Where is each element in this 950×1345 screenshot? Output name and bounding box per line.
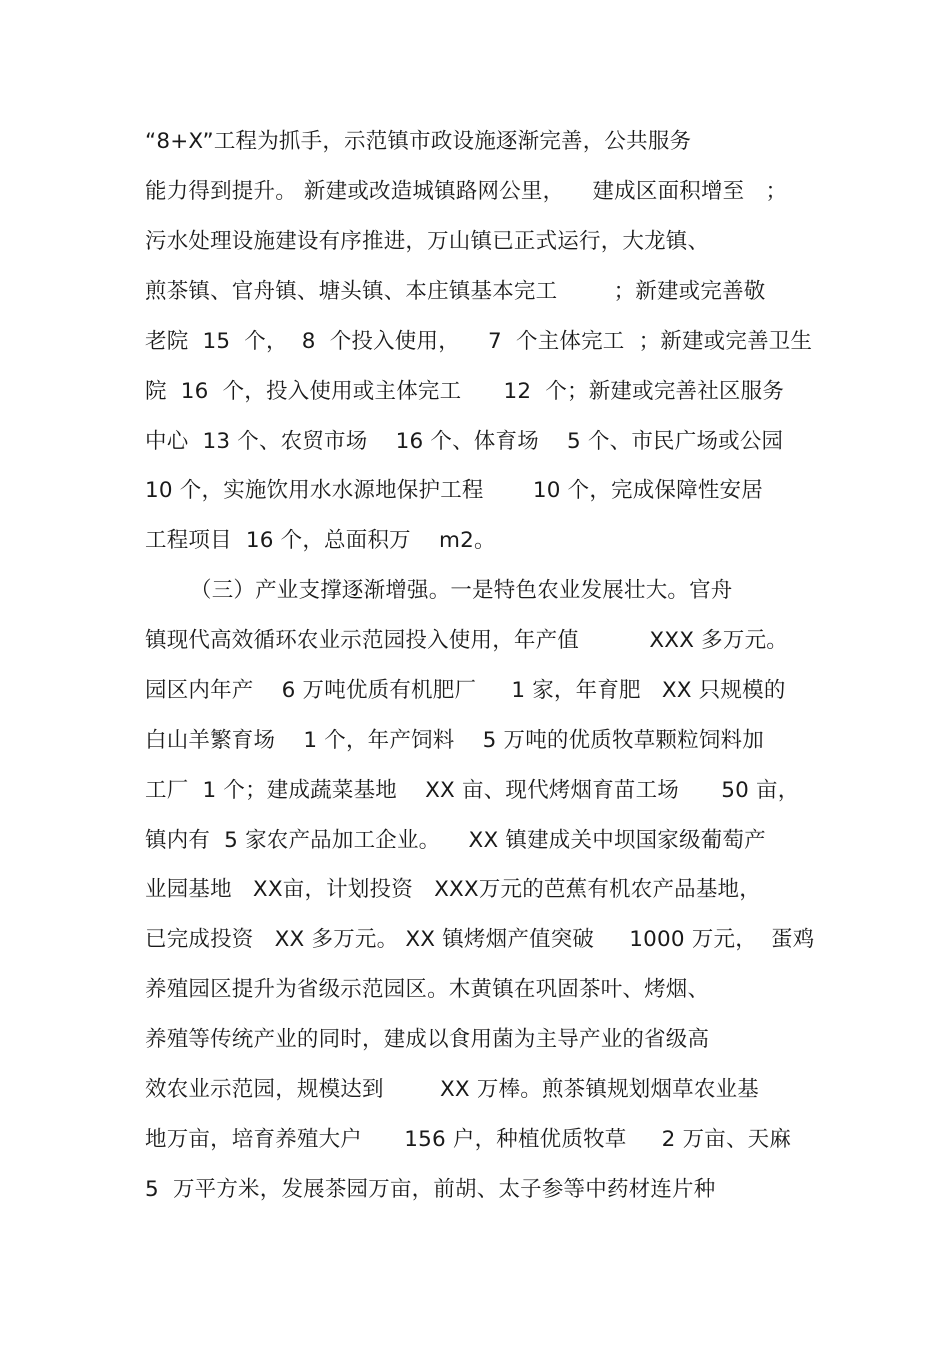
text-line: 白山羊繁育场 1 个，年产饲料 5 万吨的优质牧草颗粒饲料加 [145,728,764,753]
text-line: 煎茶镇、官舟镇、塘头镇、本庄镇基本完工 ；新建或完善敬 [145,279,766,304]
text-line: 养殖等传统产业的同时，建成以食用菌为主导产业的省级高 [145,1027,710,1052]
text-line: “8+X”工程为抓手，示范镇市政设施逐渐完善，公共服务 [145,129,692,154]
text-line: 工厂 1 个；建成蔬菜基地 XX 亩、现代烤烟育苗工场 50 亩， [145,778,800,803]
text-line: 中心 13 个、农贸市场 16 个、体育场 5 个、市民广场或公园 [145,429,784,454]
text-line: 工程项目 16 个，总面积万 m2。 [145,528,496,553]
text-line: 镇内有 5 家农产品加工企业。 XX 镇建成关中坝国家级葡萄产 [145,828,766,853]
text-line: 效农业示范园，规模达到 XX 万棒。煎茶镇规划烟草农业基 [145,1077,759,1102]
text-line: 已完成投资 XX 多万元。 XX 镇烤烟产值突破 1000 万元， 蛋鸡 [145,927,815,952]
text-line: 园区内年产 6 万吨优质有机肥厂 1 家，年育肥 XX 只规模的 [145,678,786,703]
text-line: 镇现代高效循环农业示范园投入使用，年产值 XXX 多万元。 [145,628,788,653]
text-line: 能力得到提升。 新建或改造城镇路网公里， 建成区面积增至 ； [145,179,788,204]
text-line: 养殖园区提升为省级示范园区。木黄镇在巩固茶叶、烤烟、 [145,977,710,1002]
text-line: 5 万平方米，发展茶园万亩，前胡、太子参等中药材连片种 [145,1177,716,1202]
text-line: 地万亩，培育养殖大户 156 户，种植优质牧草 2 万亩、天麻 [145,1127,792,1152]
text-line: （三）产业支撑逐渐增强。一是特色农业发展壮大。官舟 [190,578,733,603]
text-line: 院 16 个，投入使用或主体完工 12 个；新建或完善社区服务 [145,379,785,404]
text-line: 污水处理设施建设有序推进，万山镇已正式运行，大龙镇、 [145,229,710,254]
text-line: 10 个，实施饮用水水源地保护工程 10 个，完成保障性安居 [145,478,763,503]
text-line: 业园基地 XX亩，计划投资 XXX万元的芭蕉有机农产品基地， [145,877,761,902]
text-line: 老院 15 个， 8 个投入使用， 7 个主体完工 ；新建或完善卫生 [145,329,813,354]
